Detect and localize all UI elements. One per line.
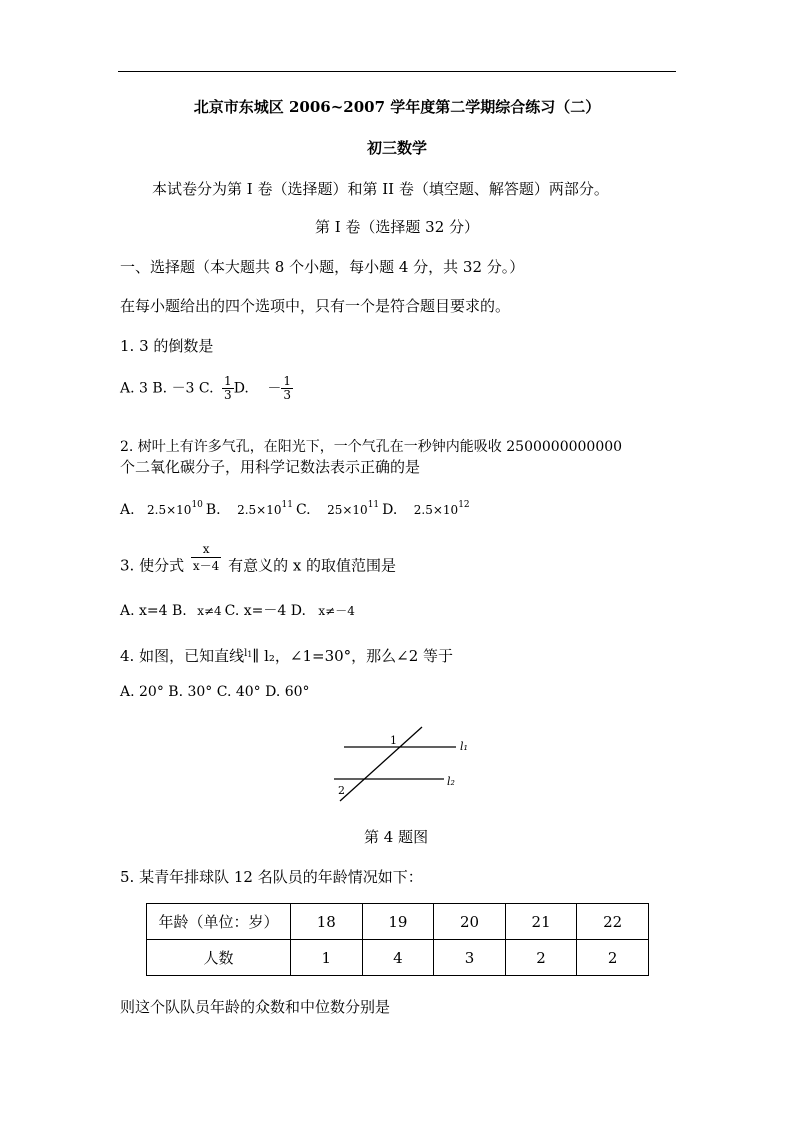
q1-option-b: －3 C.	[171, 380, 214, 397]
q3-options	[120, 600, 358, 620]
fig-label-angle2: 2	[338, 784, 345, 797]
exam-title: 北京市东城区 2006~2007 学年度第二学期综合练习（二）	[193, 98, 601, 116]
q2-label-d: D.	[382, 502, 398, 518]
q2-option-a: $2.5\times 10^{10}$	[147, 500, 203, 517]
table-cell: 19	[362, 904, 434, 940]
q2-label-a: A.	[120, 502, 135, 518]
intro-text: 本试卷分为第 I 卷（选择题）和第 II 卷（填空题、解答题）两部分。	[152, 180, 609, 198]
q2-stem-line2: 个二氧化碳分子，用科学记数法表示正确的是	[120, 458, 421, 476]
q2-option-b: $2.5\times 10^{11}$	[237, 500, 293, 517]
q1-neg-sign: －	[267, 380, 282, 397]
q3-option-d-expr: x≠－4	[318, 604, 355, 618]
top-rule	[118, 71, 676, 72]
q3-stem	[120, 541, 396, 576]
q1-options	[120, 375, 293, 402]
table-cell: 22	[577, 904, 649, 940]
table-cell: 1	[291, 940, 363, 976]
parallel-lines-figure	[330, 723, 470, 807]
q1-stem: 1. 3 的倒数是	[120, 337, 214, 355]
q1-fraction-d: $\frac{1}{3}$	[283, 374, 291, 402]
fig-label-l1: l₁	[460, 740, 468, 753]
q5-stem: 5. 某青年排球队 12 名队员的年龄情况如下：	[120, 868, 423, 886]
q3-option-ab: A. x=4 B.	[120, 603, 187, 619]
q3-fraction: $\frac{x}{x-4}$	[192, 542, 220, 573]
q4-options: A. 20° B. 30° C. 40° D. 60°	[120, 684, 310, 700]
q2-label-c: C.	[295, 502, 311, 518]
q3-option-b-expr: x≠4	[197, 604, 222, 618]
section1-title: 一、选择题（本大题共 8 个小题，每小题 4 分，共 32 分。）	[120, 258, 525, 276]
q3-prefix: 3. 使分式	[120, 556, 185, 575]
part1-title: 第 I 卷（选择题 32 分）	[314, 218, 480, 236]
table-cell: 人数	[147, 940, 291, 976]
table-cell: 20	[434, 904, 506, 940]
q3-suffix: 有意义的 x 的取值范围是	[228, 556, 397, 575]
transversal-line	[340, 727, 422, 801]
q2-options	[120, 500, 473, 518]
table-cell: 3	[434, 940, 506, 976]
table-cell: 年龄（单位：岁）	[147, 904, 291, 940]
table-row-counts	[147, 940, 649, 976]
table-cell: 2	[577, 940, 649, 976]
q1-fraction-c: $\frac{1}{3}$	[224, 374, 232, 402]
subject-title: 初三数学	[366, 139, 427, 157]
table-cell: 21	[505, 904, 577, 940]
q2-stem-line1: 2. 树叶上有许多气孔，在阳光下，一个气孔在一秒钟内能吸收 2500000000000	[120, 439, 623, 455]
fig-label-l2: l₂	[447, 775, 455, 788]
q3-option-cd: C. x=－4 D.	[224, 603, 306, 619]
q5-question: 则这个队队员年龄的众数和中位数分别是	[120, 998, 391, 1016]
q4-stem: 4. 如图，已知直线$^{l1}$∥ l₂，∠1=30°，那么∠2 等于	[120, 647, 454, 665]
fig-label-angle1: 1	[390, 734, 397, 747]
table-cell: 2	[505, 940, 577, 976]
section1-instruction: 在每小题给出的四个选项中，只有一个是符合题目要求的。	[120, 297, 511, 315]
q2-option-d: $2.5\times 10^{12}$	[413, 500, 470, 517]
table-cell: 18	[291, 904, 363, 940]
figure-caption: 第 4 题图	[364, 828, 429, 846]
q1-option-d-label: D.	[233, 380, 249, 397]
age-table	[146, 903, 649, 976]
q1-option-a: A. 3 B.	[120, 380, 172, 397]
q2-label-b: B.	[205, 502, 221, 518]
table-cell: 4	[362, 940, 434, 976]
q2-option-c: $25\times 10^{11}$	[327, 500, 380, 517]
table-row-ages	[147, 904, 649, 940]
